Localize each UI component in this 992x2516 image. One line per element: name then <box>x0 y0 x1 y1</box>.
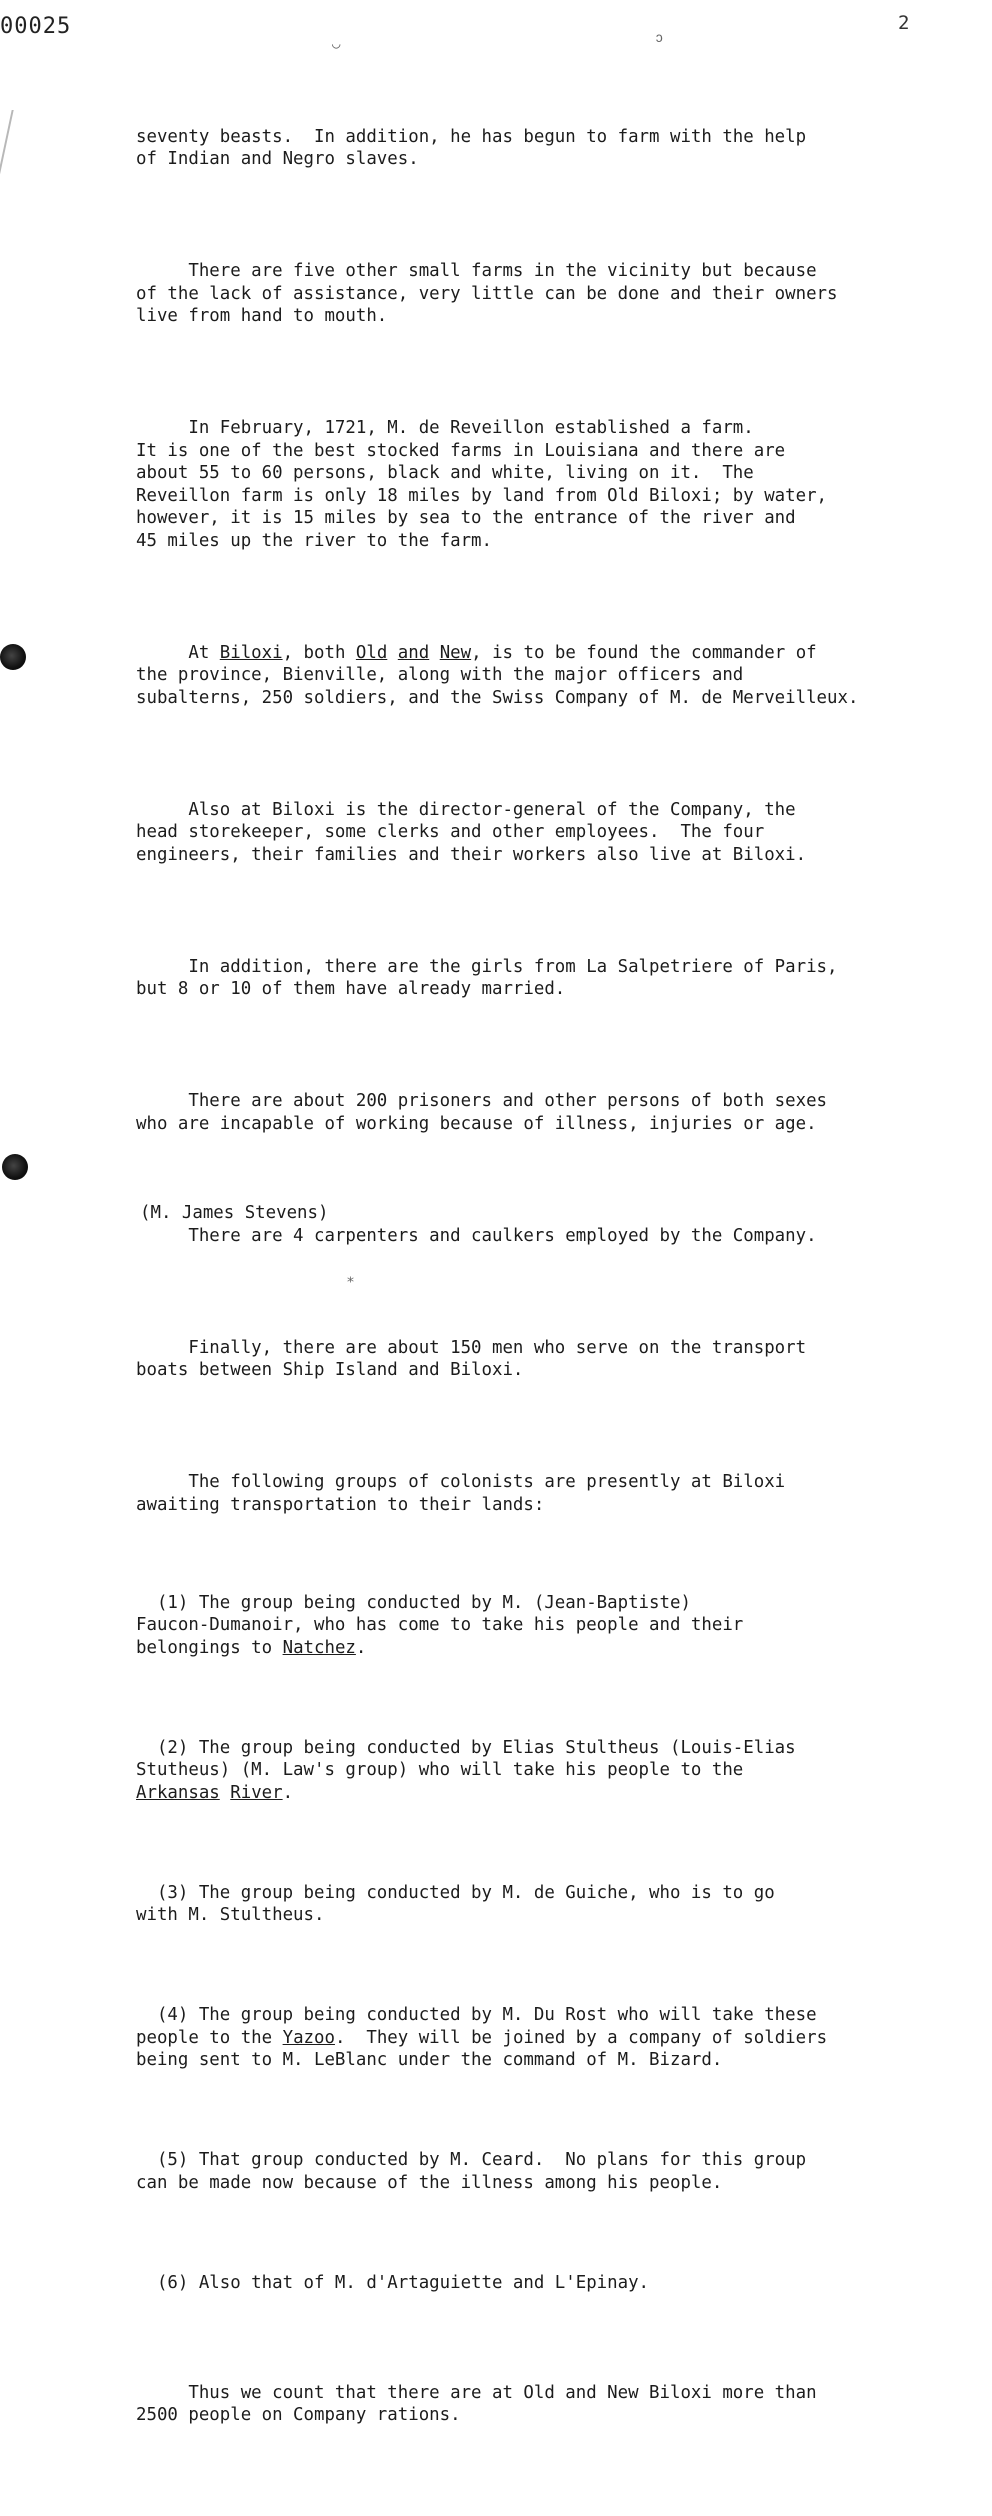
list-item <box>136 2272 966 2295</box>
paragraph <box>136 642 966 710</box>
text-line: Also at Biloxi is the director-general of the Company, the <box>136 799 796 820</box>
text-line: about 55 to 60 persons, black and white, living on it. The <box>136 463 754 483</box>
text-line: It is one of the best stocked farms in Louisiana and there are <box>136 440 786 461</box>
text-line: with M. Stultheus. <box>136 1905 325 1925</box>
text-line: The following groups of colonists are presently at Biloxi <box>136 1472 786 1492</box>
scan-edge-mark <box>0 110 34 220</box>
underlined-term: New <box>439 642 472 663</box>
ink-smudge: ⁎ <box>347 1270 354 1286</box>
text-line: Thus we count that there are at Old and New Biloxi more than <box>136 2382 817 2403</box>
paragraph <box>136 260 966 328</box>
text-line: (5) That group conducted by M. Ceard. No plans for this group <box>136 2150 807 2170</box>
underlined-term: River <box>230 1782 283 1803</box>
list-item <box>136 2004 966 2072</box>
paragraph <box>136 1337 966 1382</box>
page-number: 2 <box>898 12 910 34</box>
underlined-term: Yazoo <box>282 2027 335 2048</box>
text-line: There are 4 carpenters and caulkers employed by the Company. <box>136 1225 817 1246</box>
underlined-term: Old <box>355 642 388 663</box>
text-line: seventy beasts. In addition, he has begun to farm with the help <box>136 126 807 147</box>
text-line: Arkansas River. <box>136 1782 294 1803</box>
text-line: Reveillon farm is only 18 miles by land from Old Biloxi; by water, <box>136 485 828 506</box>
text-line: live from hand to mouth. <box>136 306 388 326</box>
text-line: 2500 people on Company rations. <box>136 2405 461 2425</box>
paragraph <box>136 799 966 867</box>
list-item <box>136 1737 966 1805</box>
list-item <box>136 1882 966 1927</box>
paragraph <box>136 126 966 171</box>
document-number: 00025 <box>0 14 72 39</box>
underlined-term: Arkansas <box>136 1782 220 1803</box>
text-line: At Biloxi, both Old and New, is to be found the commander of <box>136 642 817 663</box>
text-line: There are about 200 prisoners and other persons of both sexes <box>136 1091 828 1111</box>
text-line: subalterns, 250 soldiers, and the Swiss Company of M. de Merveilleux. <box>136 687 859 708</box>
text-line: who are incapable of working because of illness, injuries or age. <box>136 1113 817 1134</box>
text-line: of the lack of assistance, very little can be done and their owners <box>136 283 838 304</box>
list-item <box>136 2149 966 2194</box>
list-item <box>136 1592 966 1660</box>
text-line: belongings to Natchez. <box>136 1637 367 1658</box>
underlined-term: Biloxi <box>219 642 283 663</box>
text-line: There are five other small farms in the vicinity but because <box>136 261 817 281</box>
punch-hole-icon <box>0 644 26 670</box>
text-line: (2) The group being conducted by Elias Stultheus (Louis-Elias <box>136 1737 796 1758</box>
paragraph <box>136 417 966 552</box>
text-line: Finally, there are about 150 men who serve on the transport <box>136 1337 807 1358</box>
paragraph <box>136 1471 966 1516</box>
text-line: being sent to M. LeBlanc under the command of M. Bizard. <box>136 2050 723 2070</box>
text-line: awaiting transportation to their lands: <box>136 1494 545 1515</box>
text-line: engineers, their families and their workers also live at Biloxi. <box>136 844 807 865</box>
text-line: (4) The group being conducted by M. Du Rost who will take these <box>136 2005 817 2025</box>
punch-hole-icon <box>2 1154 28 1180</box>
underlined-term: and <box>397 642 430 663</box>
text-line: Faucon-Dumanoir, who has come to take his people and their <box>136 1615 744 1635</box>
ink-smudge: ◡ <box>332 36 341 52</box>
text-line: boats between Ship Island and Biloxi. <box>136 1360 524 1380</box>
paragraph <box>136 1225 966 1248</box>
text-line: the province, Bienville, along with the major officers and <box>136 665 744 685</box>
text-line: people to the Yazoo. They will be joined by a company of soldiers <box>136 2027 828 2048</box>
paragraph <box>136 1090 966 1135</box>
body-text <box>136 58 966 2516</box>
text-line: can be made now because of the illness among his people. <box>136 2172 723 2193</box>
text-line: In addition, there are the girls from La Salpetriere of Paris, <box>136 956 838 977</box>
text-line: In February, 1721, M. de Reveillon established a farm. <box>136 418 754 438</box>
text-line: (1) The group being conducted by M. (Jean-Baptiste) <box>136 1592 691 1613</box>
text-line: of Indian and Negro slaves. <box>136 149 419 169</box>
closing-paragraph <box>136 2382 966 2427</box>
text-line: (6) Also that of M. d'Artaguiette and L'Epinay. <box>136 2272 650 2293</box>
text-line: (3) The group being conducted by M. de Guiche, who is to go <box>136 1882 775 1903</box>
text-line: however, it is 15 miles by sea to the entrance of the river and <box>136 508 796 528</box>
signature: (M. James Stevens) <box>140 1203 329 1223</box>
text-line: head storekeeper, some clerks and other employees. The four <box>136 822 765 842</box>
text-line: but 8 or 10 of them have already married. <box>136 979 566 999</box>
text-line: Stutheus) (M. Law's group) who will take his people to the <box>136 1760 744 1780</box>
paragraph <box>136 956 966 1001</box>
underlined-term: Natchez <box>282 1637 356 1658</box>
text-line: 45 miles up the river to the farm. <box>136 530 492 551</box>
ink-smudge: ↄ <box>655 30 664 46</box>
